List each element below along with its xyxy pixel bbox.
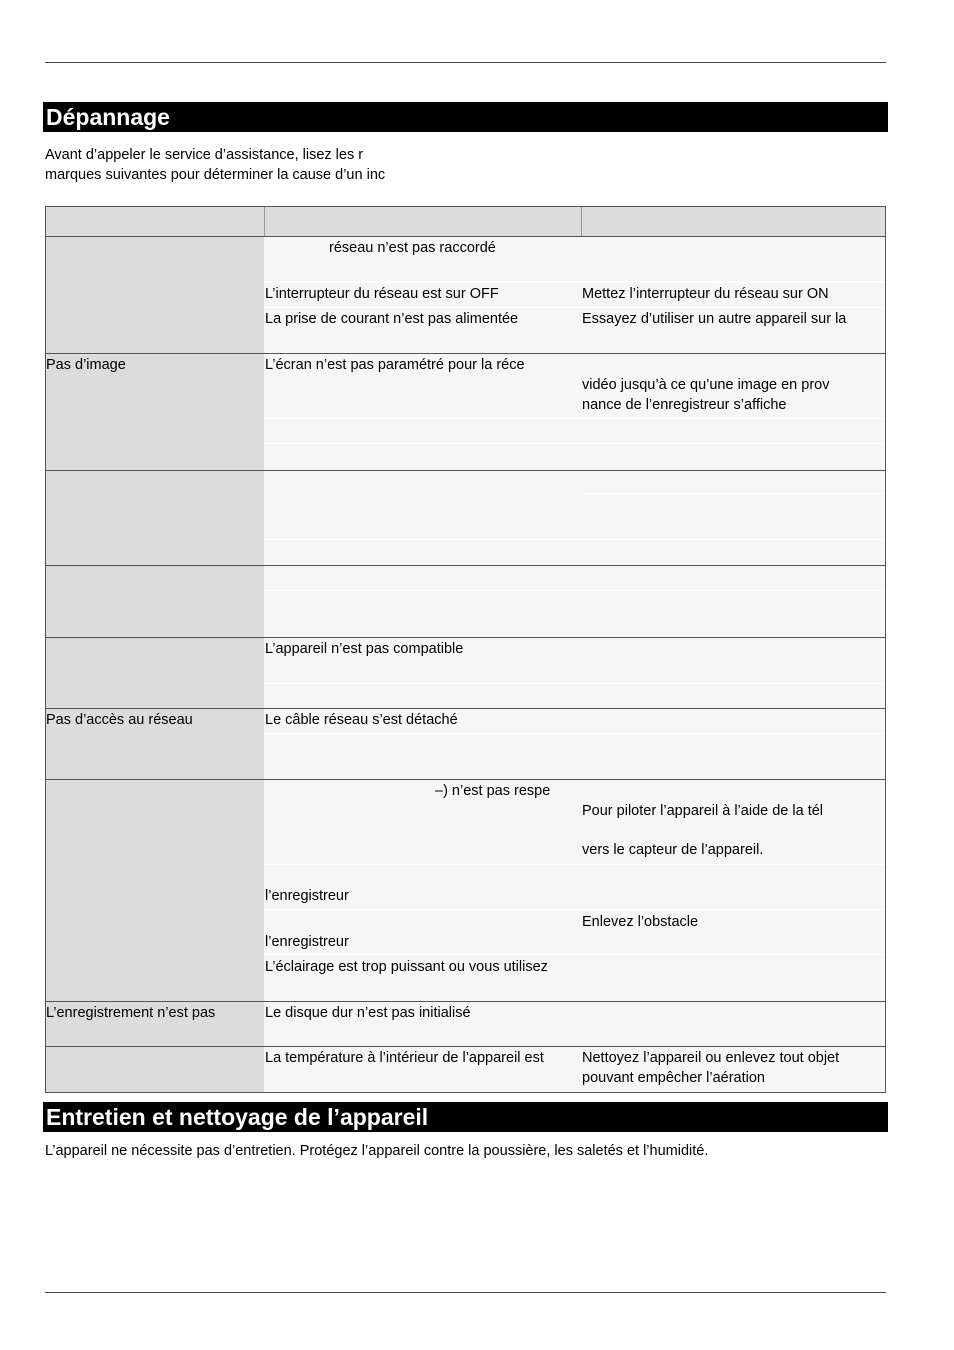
fix-remove-obstacle: Enlevez l’obstacle: [582, 914, 699, 930]
fix-switch-on: Mettez l’interrupteur du réseau sur ON: [582, 286, 829, 302]
cause-switch-off: L’interrupteur du réseau est sur OFF: [265, 286, 499, 302]
fix-clean-line-2: pouvant empêcher l’aération: [582, 1070, 765, 1086]
table-row-power: [45, 236, 886, 354]
cause-network-not-connected: réseau n’est pas raccordé: [329, 240, 496, 256]
problem-no-image: Pas d’image: [46, 357, 126, 373]
troubleshooting-heading: Dépannage: [43, 102, 888, 132]
cause-cable-detached: Le câble réseau s’est détaché: [265, 712, 458, 728]
cause-temperature: La température à l’intérieur de l’appareil est: [265, 1050, 544, 1066]
cause-device-incompatible: L’appareil n’est pas compatible: [265, 641, 464, 657]
table-row-heat: [45, 1046, 886, 1093]
fix-remote-line-1: Pour piloter l’appareil à l’aide de la tél: [582, 803, 824, 819]
intro-line-2: marques suivantes pour déterminer la cause d’un inc: [45, 167, 386, 183]
maintenance-text: L’appareil ne nécessite pas d’entretien. Protégez l’appareil contre la poussière, les saletés et l’humidité.: [45, 1143, 709, 1159]
problem-no-network: Pas d’accès au réseau: [46, 712, 193, 728]
table-header: [45, 206, 886, 237]
maintenance-paragraph: [45, 1141, 708, 1161]
cause-outlet-no-power: La prise de courant n’est pas alimentée: [265, 311, 519, 327]
intro-paragraph: [45, 145, 385, 185]
cause-polarity: –) n’est pas respe: [435, 783, 551, 799]
table-row-network: [45, 708, 886, 780]
cause-recorder-1: l’enregistreur: [265, 888, 349, 904]
cause-disk-not-initialized: Le disque dur n’est pas initialisé: [265, 1005, 471, 1021]
table-row-recording: [45, 1001, 886, 1047]
troubleshooting-table: [45, 206, 886, 1093]
cause-recorder-2: l’enregistreur: [265, 934, 349, 950]
table-row-no-image: [45, 353, 886, 471]
bottom-rule: [45, 1292, 886, 1293]
cause-screen-not-set: L’écran n’est pas paramétré pour la réce: [265, 357, 525, 373]
fix-video-line-1: vidéo jusqu’à ce qu’une image en prov: [582, 377, 830, 393]
problem-recording: L’enregistrement n’est pas: [46, 1005, 216, 1021]
table-row-device: [45, 637, 886, 709]
table-row-blank-1: [45, 470, 886, 566]
table-row-blank-2: [45, 565, 886, 638]
top-rule: [45, 62, 886, 63]
fix-try-other-device: Essayez d’utiliser un autre appareil sur la: [582, 311, 847, 327]
fix-clean-line-1: Nettoyez l’appareil ou enlevez tout objet: [582, 1050, 840, 1066]
fix-remote-line-2: vers le capteur de l’appareil.: [582, 842, 764, 858]
intro-line-1: Avant d’appeler le service d’assistance, lisez les r: [45, 147, 364, 163]
table-row-remote: [45, 779, 886, 1002]
maintenance-heading: Entretien et nettoyage de l’appareil: [43, 1102, 888, 1132]
fix-video-line-2: nance de l’enregistreur s’affiche: [582, 397, 787, 413]
cause-light-too-strong: L’éclairage est trop puissant ou vous utilisez: [265, 959, 548, 975]
